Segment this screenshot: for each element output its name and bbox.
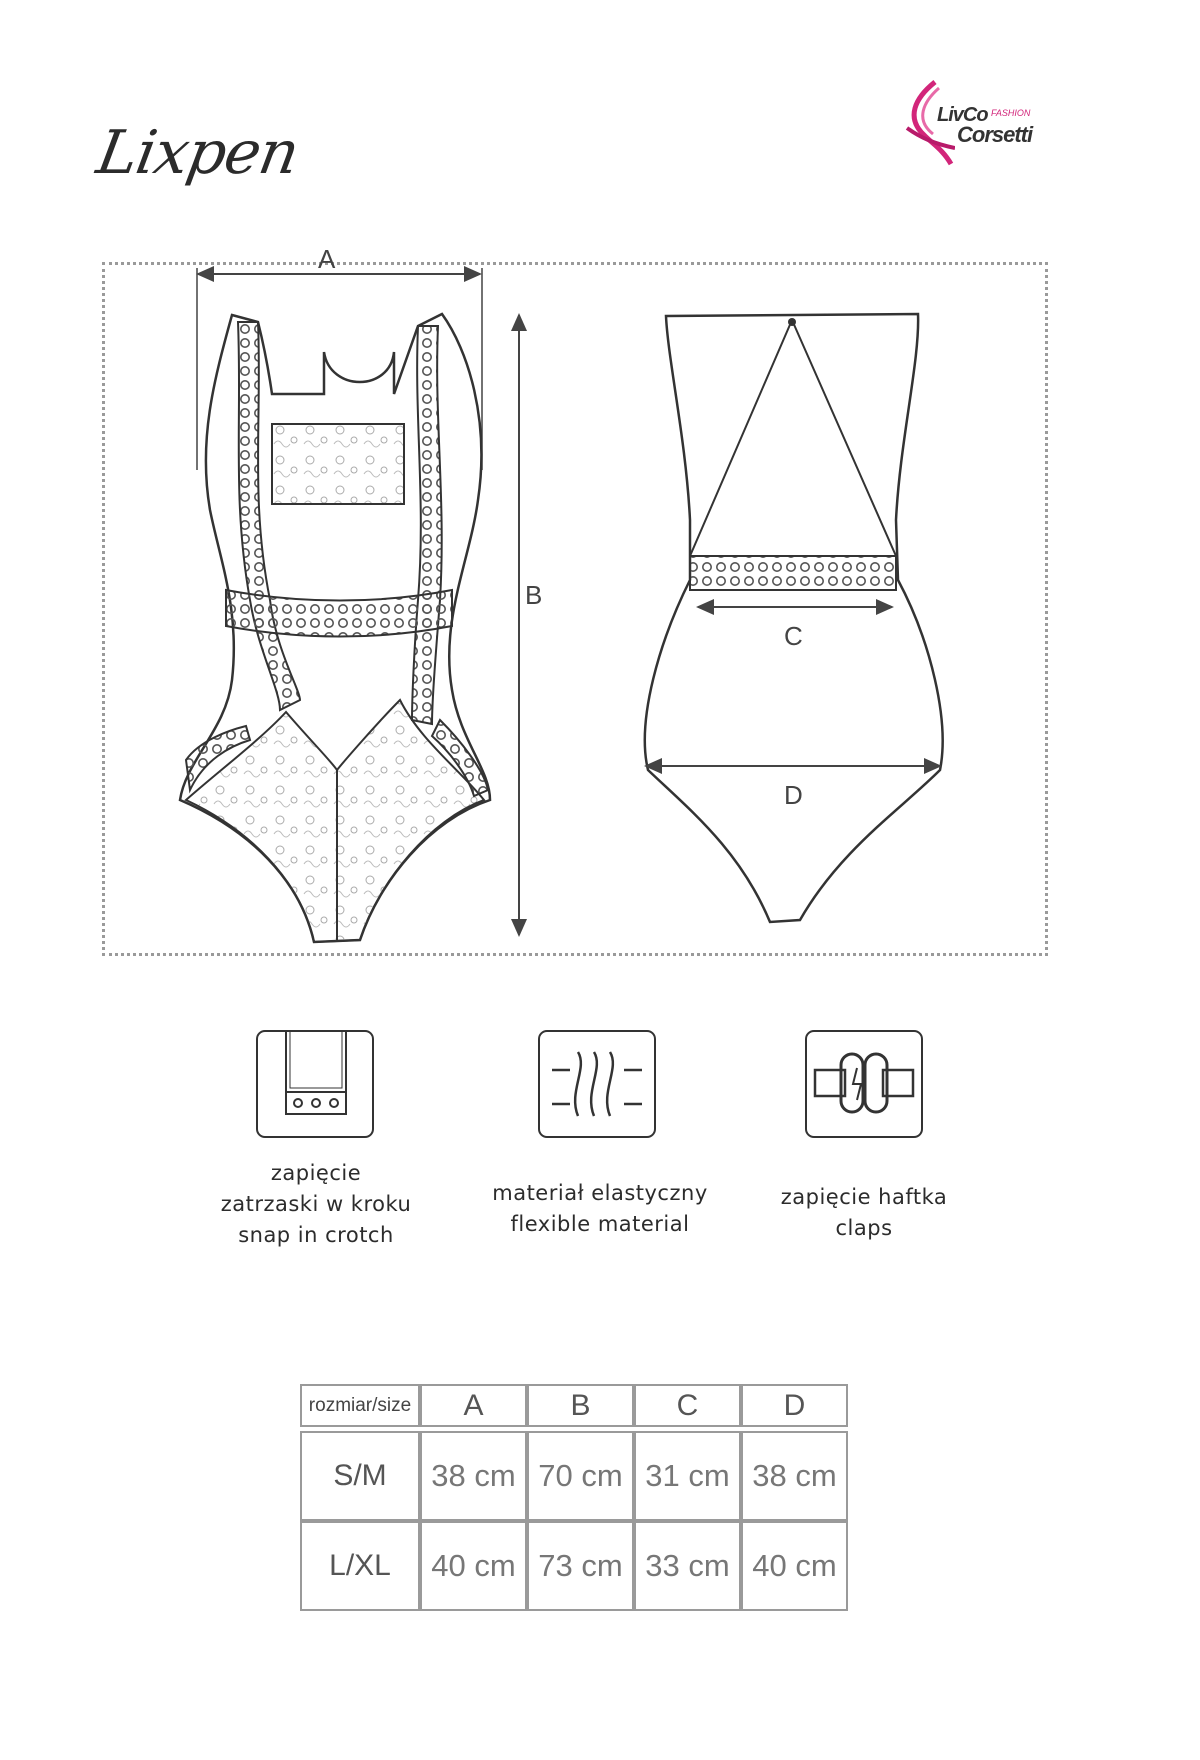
feature-elastic-line-2: flexible material: [510, 1212, 690, 1236]
front-view: [180, 244, 542, 942]
feature-clasp-line-1: zapięcie haftka: [780, 1185, 948, 1209]
feature-snap-text: [176, 1158, 456, 1251]
elastic-material-icon: [538, 1030, 656, 1138]
dimension-c-label: C: [784, 621, 803, 651]
brand-livco: LivCo: [937, 104, 988, 126]
feature-clasp-line-2: claps: [835, 1216, 893, 1240]
size-value: 38 cm: [741, 1431, 848, 1521]
size-value: 40 cm: [420, 1521, 527, 1611]
column-a-header: A: [420, 1384, 527, 1427]
feature-elastic-line-1: materiał elastyczny: [492, 1181, 708, 1205]
dimension-a-label: A: [318, 244, 336, 274]
column-b-header: B: [527, 1384, 634, 1427]
size-value: 70 cm: [527, 1431, 634, 1521]
dimension-b-label: B: [525, 580, 543, 610]
feature-clasp-text: [724, 1182, 1004, 1244]
feature-snap-line-2: zatrzaski w kroku: [220, 1192, 412, 1216]
table-row: [300, 1521, 848, 1611]
size-table-header: [300, 1384, 848, 1427]
size-table: [300, 1384, 848, 1611]
size-value: 73 cm: [527, 1521, 634, 1611]
column-c-header: C: [634, 1384, 741, 1427]
product-title: Lixpen: [91, 118, 304, 188]
back-view: [645, 314, 943, 922]
dimension-d-label: D: [784, 780, 803, 810]
size-value: 40 cm: [741, 1521, 848, 1611]
feature-elastic-text: [457, 1178, 743, 1240]
feature-snap-line-3: snap in crotch: [238, 1223, 394, 1247]
size-value: 38 cm: [420, 1431, 527, 1521]
size-value: 33 cm: [634, 1521, 741, 1611]
brand-corsetti: Corsetti: [957, 122, 1033, 147]
table-row: [300, 1431, 848, 1521]
size-value: 31 cm: [634, 1431, 741, 1521]
brand-fashion: FASHION: [991, 108, 1031, 118]
snap-crotch-icon: [256, 1030, 374, 1138]
hook-clasp-icon: [805, 1030, 923, 1138]
feature-snap-line-1: zapięcie: [270, 1161, 362, 1185]
size-label: S/M: [300, 1431, 420, 1521]
size-corner-label: rozmiar/size: [300, 1384, 420, 1427]
size-label: L/XL: [300, 1521, 420, 1611]
column-d-header: D: [741, 1384, 848, 1427]
